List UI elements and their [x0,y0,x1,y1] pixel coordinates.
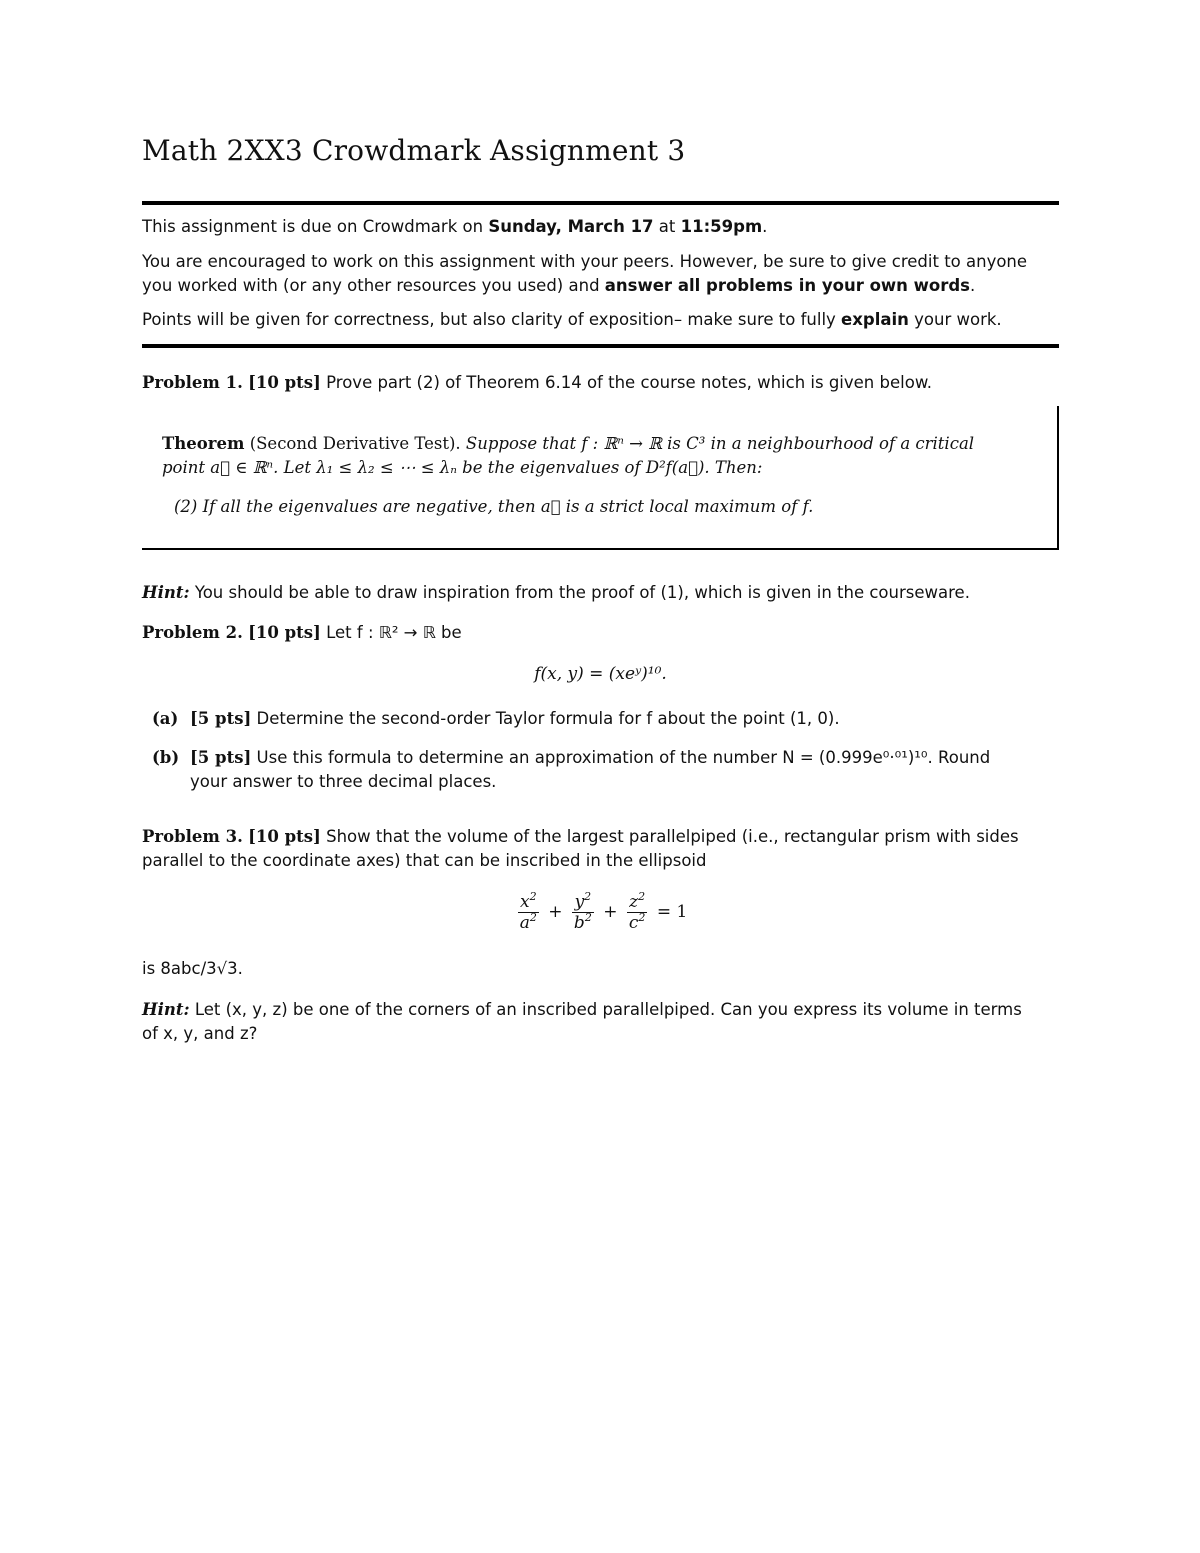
fraction-z: $\frac{z^2}{c^2}$ [628,890,646,933]
points-line [142,308,1059,332]
problem-3-result: is 8abc/3√3. [142,959,243,978]
points-bold: explain [841,310,909,329]
due-prefix: This assignment is due on Crowdmark on [142,217,489,236]
problem-2b [152,746,1059,794]
page-title: Math 2XX3 Crowdmark Assignment 3 [142,134,686,167]
due-mid: at [653,217,681,236]
due-end: . [762,217,768,236]
theorem-line-1 [162,432,1040,456]
part-a-body [190,707,1059,731]
part-b-text-1: Use this formula to determine an approximation of the number N = (0.999e⁰·⁰¹)¹⁰. Round [256,748,991,767]
theorem-name: (Second Derivative Test). [249,434,461,453]
hint-text: You should be able to draw inspiration from the proof of (1), which is given in the courseware. [194,583,970,602]
problem-2a [152,707,1059,731]
problem-1-heading [142,371,1059,395]
part-a-text: Determine the second-order Taylor formula for f about the point (1, 0). [256,709,840,728]
hint-label: Hint: [142,583,190,602]
fraction-y: $\frac{y^2}{b^2}$ [573,890,592,933]
part-b-line-2: your answer to three decimal places. [190,772,497,791]
bottom-rule [142,344,1059,348]
peers-line-1: You are encouraged to work on this assignment with your peers. However, be sure to give credit to anyone [142,252,1028,271]
problem-1-label: Problem 1. [142,373,243,392]
problem-3-label: Problem 3. [142,827,243,846]
part-b-label: (b) [152,748,180,767]
part-a-points: [5 pts] [190,709,252,728]
due-date-text [142,215,1059,239]
theorem-line-2: point a⃗ ∈ ℝⁿ. Let λ₁ ≤ λ₂ ≤ ⋯ ≤ λₙ be the eigenvalues of D²f(a⃗). Then: [162,458,763,477]
problem-3-text-2: parallel to the coordinate axes) that can be inscribed in the ellipsoid [142,851,707,870]
theorem-label: Theorem [162,434,245,453]
theorem-box [142,406,1059,550]
peers-end: . [970,276,976,295]
problem-2-formula: f(x, y) = (xeʸ)¹⁰. [534,664,667,684]
problem-3-hint-text-1: Let (x, y, z) be one of the corners of an inscribed parallelpiped. Can you express its volume in terms [194,1000,1022,1019]
peers-bold: answer all problems in your own words [604,276,970,295]
due-date: Sunday, March 17 [488,217,654,236]
top-rule [142,201,1059,205]
problem-1-text: Prove part (2) of Theorem 6.14 of the course notes, which is given below. [326,373,933,392]
problem-3-hint [142,998,1059,1022]
peers-line-2 [142,274,1059,298]
problem-2-heading [142,621,1059,645]
fraction-x: $\frac{x^2}{a^2}$ [519,890,537,933]
part-b-line-1 [190,746,1059,770]
part-a-label: (a) [152,709,179,728]
problem-3-hint-label: Hint: [142,1000,190,1019]
theorem-statement-1: Suppose that f : ℝⁿ → ℝ is C³ in a neighbourhood of a critical [465,434,975,453]
ellipsoid-equation: $\frac{x^2}{a^2}$ + $\frac{y^2}{b^2}$ + $\frac{z^2}{c^2}$ = 1 [519,890,688,933]
problem-3-heading [142,825,1059,849]
peers-text: you worked with (or any other resources you used) and [142,276,605,295]
problem-3-points: [10 pts] [248,827,321,846]
problem-3-text-1: Show that the volume of the largest parallelpiped (i.e., rectangular prism with sides [326,827,1019,846]
points-end: your work. [908,310,1002,329]
part-b-points: [5 pts] [190,748,252,767]
problem-1-hint [142,581,1059,605]
problem-2-text: Let f : ℝ² → ℝ be [326,623,462,642]
problem-2-label: Problem 2. [142,623,243,642]
points-text: Points will be given for correctness, but also clarity of exposition– make sure to fully [142,310,842,329]
theorem-part-2: (2) If all the eigenvalues are negative, then a⃗ is a strict local maximum of f. [174,497,814,516]
problem-3-hint-line-2: of x, y, and z? [142,1024,258,1043]
due-time: 11:59pm [680,217,763,236]
problem-1-points: [10 pts] [248,373,321,392]
problem-2-points: [10 pts] [248,623,321,642]
